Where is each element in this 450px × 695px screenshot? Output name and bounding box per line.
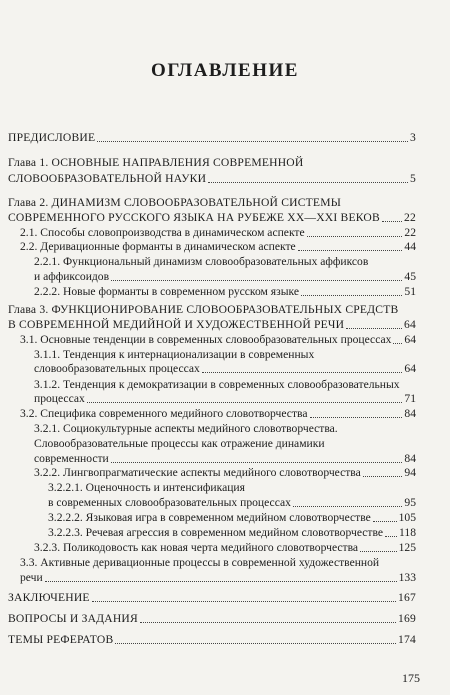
toc-entry-3-1-2[interactable]: 3.1.2. Тенденция к демократизации в современных словообразовательных xyxy=(34,378,400,391)
toc-entry-chapter-1-cont[interactable]: СЛОВООБРАЗОВАТЕЛЬНОЙ НАУКИ 5 xyxy=(8,172,416,185)
toc-entry-chapter-3-cont[interactable]: В СОВРЕМЕННОЙ МЕДИЙНОЙ И ХУДОЖЕСТВЕННОЙ РЕЧИ 64 xyxy=(8,318,416,331)
toc-entry-3-2[interactable]: 3.2. Специфика современного медийного словотворчества 84 xyxy=(20,407,416,420)
toc-entry-3-1-1-cont[interactable]: словообразовательных процессах 64 xyxy=(34,362,416,375)
toc-entry-conclusion[interactable]: ЗАКЛЮЧЕНИЕ 167 xyxy=(8,591,416,604)
toc-entry-2-2-2[interactable]: 2.2.2. Новые форманты в современном русском языке 51 xyxy=(34,285,416,298)
toc-entry-3-2-1[interactable]: 3.2.1. Социокультурные аспекты медийного словотворчества. xyxy=(34,422,338,435)
toc-entry-3-2-2-2[interactable]: 3.2.2.2. Языковая игра в современном медийном словотворчестве 105 xyxy=(48,511,416,524)
toc-entry-3-1[interactable]: 3.1. Основные тенденции в современных словообразовательных процессах 64 xyxy=(20,333,416,346)
toc-entry-3-1-1[interactable]: 3.1.1. Тенденция к интернационализации в современных xyxy=(34,348,315,361)
toc-entry-2-2[interactable]: 2.2. Деривационные форманты в динамическом аспекте 44 xyxy=(20,240,416,253)
toc-entry-preface[interactable]: ПРЕДИСЛОВИЕ 3 xyxy=(8,131,416,144)
toc-entry-questions[interactable]: ВОПРОСЫ И ЗАДАНИЯ 169 xyxy=(8,612,416,625)
toc-entry-3-2-1-cont2[interactable]: современности 84 xyxy=(34,452,416,465)
toc-entry-chapter-2-cont[interactable]: СОВРЕМЕННОГО РУССКОГО ЯЗЫКА НА РУБЕЖЕ XX—XXI ВЕКОВ 22 xyxy=(8,211,416,224)
toc-entry-2-2-1[interactable]: 2.2.1. Функциональный динамизм словообразовательных аффиксов xyxy=(34,255,369,268)
toc-entry-3-2-2-1-cont[interactable]: в современных словообразовательных процессах 95 xyxy=(48,496,416,509)
page-title: ОГЛАВЛЕНИЕ xyxy=(151,60,299,81)
toc-entry-3-2-3[interactable]: 3.2.3. Поликодовость как новая черта медийного словотворчества 125 xyxy=(34,541,416,554)
toc-entry-chapter-3[interactable]: Глава 3. ФУНКЦИОНИРОВАНИЕ СЛОВООБРАЗОВАТЕЛЬНЫХ СРЕДСТВ xyxy=(8,303,399,316)
page-number: 175 xyxy=(402,671,420,685)
toc-entry-essay-topics[interactable]: ТЕМЫ РЕФЕРАТОВ 174 xyxy=(8,633,416,646)
toc-entry-3-3[interactable]: 3.3. Активные деривационные процессы в современной художественной xyxy=(20,556,380,569)
toc-entry-3-1-2-cont[interactable]: процессах 71 xyxy=(34,392,416,405)
toc-entry-3-2-2-3[interactable]: 3.2.2.3. Речевая агрессия в современном медийном словотворчестве 118 xyxy=(48,526,416,539)
toc-entry-3-2-1-cont[interactable]: Словообразовательные процессы как отражение динамики xyxy=(34,437,325,450)
toc-entry-2-2-1-cont[interactable]: и аффиксоидов 45 xyxy=(34,270,416,283)
toc-entry-3-2-2-1[interactable]: 3.2.2.1. Оценочность и интенсификация xyxy=(48,481,245,494)
toc-entry-chapter-2[interactable]: Глава 2. ДИНАМИЗМ СЛОВООБРАЗОВАТЕЛЬНОЙ СИСТЕМЫ xyxy=(8,196,342,209)
toc-entry-2-1[interactable]: 2.1. Способы словопроизводства в динамическом аспекте 22 xyxy=(20,226,416,239)
toc-entry-3-2-2[interactable]: 3.2.2. Лингвопрагматические аспекты медийного словотворчества 94 xyxy=(34,466,416,479)
toc-entry-3-3-cont[interactable]: речи 133 xyxy=(20,571,416,584)
toc-entry-chapter-1[interactable]: Глава 1. ОСНОВНЫЕ НАПРАВЛЕНИЯ СОВРЕМЕННОЙ xyxy=(8,156,304,169)
